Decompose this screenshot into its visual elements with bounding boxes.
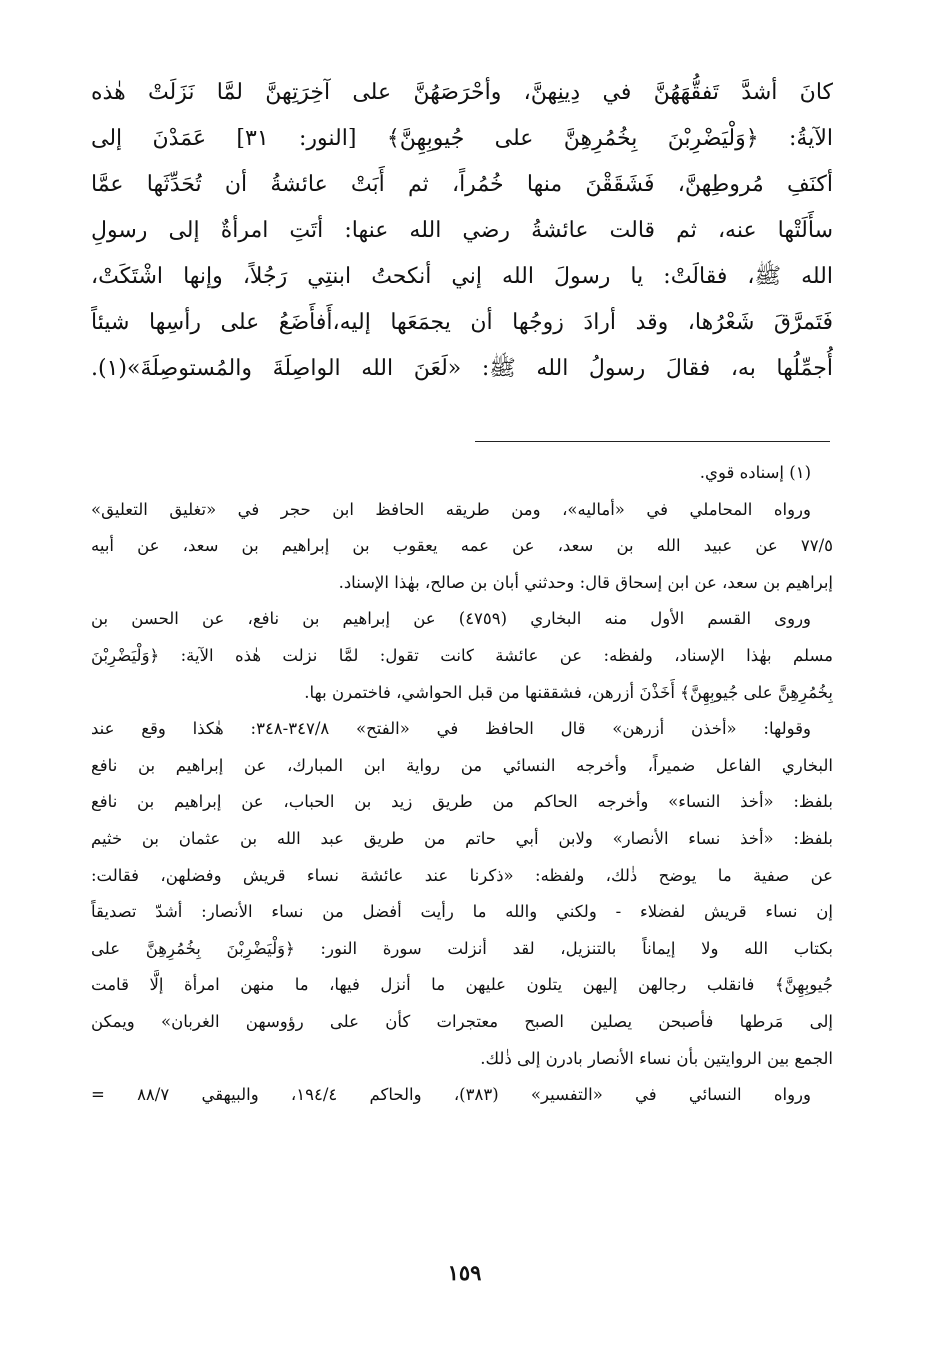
main-text-line-3: أكنَفِ مُروطِهنَّ، فَشَقَقْنَ منها خُمُراً، ثم أَبَتْ عائشةُ أن تُحَدِّثَها عمَّا [91, 172, 833, 197]
footnote-line-17: الجمع بين الروايتين بأن نساء الأنصار بادرن إلى ذٰلك. [480, 1048, 833, 1068]
footnote-line-9: البخاري الفاعل ضميراً، وأخرجه النسائي من رواية ابن المبارك، عن إبراهيم بن نافع [91, 755, 833, 775]
footnote-line-7: بِخُمُرِهِنَّ على جُيوبِهِنَّ﴾ أَخَذْنَ أزرهن، فشققنها من قبل الحواشي، فاختمرن بها. [304, 682, 833, 702]
main-text-line-7: أُجمِّلُها به، فقالَ رسولُ الله ﷺ: «لَعَنَ الله الواصِلَةَ والمُستوصِلَةَ»(١). [91, 356, 833, 381]
main-text-block [91, 70, 833, 392]
footnote-line-18: ورواه النسائي في «التفسير» (٣٨٣)، والحاكم ١٩٤/٤، والبيهقي ٨٨/٧ = [91, 1085, 811, 1105]
footnote-line-11: بلفظ: «أخذ نساء الأنصار» ولابن أبي حاتم من طريق عبد الله بن عثمان بن خثيم [91, 828, 833, 848]
main-text-line-2: الآيةُ: ﴿وَلْيَضْرِبْنَ بِخُمُرِهِنَّ على جُيوبِهِنَّ﴾ [النور: ٣١] عَمَدْنَ إلى [91, 126, 833, 151]
footnote-line-2: ورواه المحاملي في «أماليه»، ومن طريقه الحافظ ابن حجر في «تغليق التعليق» [91, 499, 811, 519]
footnote-line-12: عن صفية ما يوضح ذٰلك، ولفظه: «ذكرنا عند عائشة نساء قريش وفضلهن، فقالت: [91, 865, 833, 885]
main-text-line-4: سأَلَتْها عنه، ثم قالت عائشةُ رضي الله عنها: أتَتِ امرأةٌ إلى رسولِ [91, 218, 833, 243]
footnote-line-16: إلى مَرطها فأصبحن يصلين الصبح معتجرات كأن على رؤوسهن الغربان» ويمكن [91, 1011, 833, 1031]
footnote-line-10: بلفظ: «أخذ النساء» وأخرجه الحاكم من طريق زيد بن الحباب، عن إبراهيم بن نافع [91, 792, 833, 812]
footnote-line-15: جُيوبِهِنَّ﴾ فانقلب رجالهن إليهن يتلون عليهن ما أنزل فيها، ما منهن امرأة إلَّا قامت [91, 975, 833, 995]
footnotes-block [91, 455, 833, 1114]
footnote-line-4: إبراهيم بن سعد، عن ابن إسحاق قال: وحدثني أبان بن صالح، بهٰذا الإسناد. [338, 572, 833, 592]
footnote-line-13: إن نساء قريش لفضلاء - ولكني والله ما رأيت أفضل من نساء الأنصار: أشدّ تصديقاً [91, 902, 833, 922]
main-text-line-1: كانَ أشدَّ تَفقُّهَهُنَّ في دِينِهنَّ، وأحْرَصَهُنَّ على آخِرَتِهنَّ لمَّا نَزَلَتْ هٰذه [91, 80, 833, 105]
footnote-line-14: بكتاب الله ولا إيماناً بالتنزيل، لقد أنزلت سورة النور: ﴿وَلْيَضْرِبْنَ بِخُمُرِهِنَّ على [91, 938, 833, 958]
footnote-line-3: ٧٧/٥ عن عبيد الله بن سعد، عن عمه يعقوب بن إبراهيم بن سعد، عن أبيه [91, 536, 833, 556]
footnote-line-1: (١) إسناده قوي. [699, 463, 811, 482]
footnote-line-6: مسلم بهٰذا الإسناد، ولفظه: عن عائشة كانت تقول: لمَّا نزلت هٰذه الآية: ﴿وَلْيَضْرِبْنَ [91, 645, 833, 665]
footnote-separator [475, 441, 830, 442]
footnote-line-5: وروى القسم الأول منه البخاري (٤٧٥٩) عن إبراهيم بن نافع، عن الحسن بن [91, 609, 811, 629]
page-number: ١٥٩ [447, 1260, 482, 1285]
main-text-line-5: الله ﷺ، فقالَتْ: يا رسولَ الله إني أنكحتُ ابنتِي رَجُلاً، وإنها اشْتَكَتْ، [91, 264, 833, 289]
footnote-line-8: وقولها: «أخذن أزرهن» قال الحافظ في «الفتح» ٣٤٧/٨-٣٤٨: هٰكذا وقع عند [91, 719, 811, 739]
main-text-line-6: فَتَمرَّقَ شَعْرُها، وقد أرادَ زوجُها أن يجمَعَها إليه،أَفأَضَعُ على رأسِها شيئاً [91, 310, 833, 335]
